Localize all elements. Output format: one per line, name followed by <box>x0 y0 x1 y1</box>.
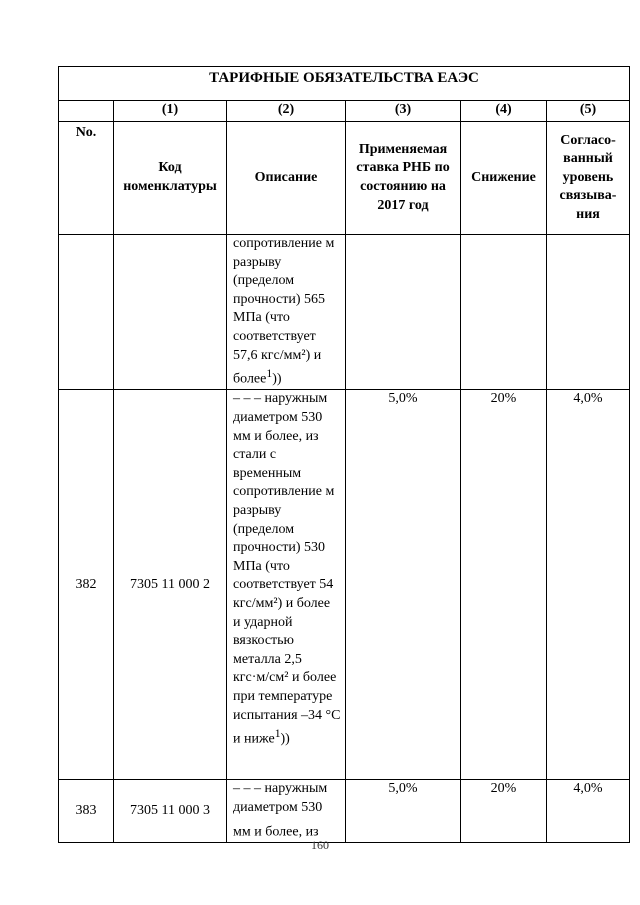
column-number-4: (4) <box>461 101 547 122</box>
row-bound-rate <box>547 235 630 390</box>
row-code: 7305 11 000 3 <box>114 780 227 842</box>
row-reduction: 20% <box>461 390 547 780</box>
column-number-5: (5) <box>547 101 630 122</box>
table-row <box>59 780 630 842</box>
row-no <box>59 235 114 390</box>
row-description <box>227 780 346 842</box>
header-code: Код номенклатуры <box>114 122 227 235</box>
row-bound-rate: 4,0% <box>547 390 630 780</box>
column-number-3: (3) <box>346 101 461 122</box>
header-bound-rate: Согласо-ванный уровень связыва-ния <box>547 122 630 235</box>
row-no: 382 <box>59 390 114 780</box>
row-applied-rate: 5,0% <box>346 780 461 842</box>
row-description <box>227 390 346 780</box>
description-end: )) <box>272 371 282 387</box>
row-bound-rate: 4,0% <box>547 780 630 842</box>
header-reduction: Снижение <box>461 122 547 235</box>
tariff-table <box>58 66 630 843</box>
description-text: сопротивление м разрыву (пределом прочности) 565 МПа (что соответствует 57,6 кгс/мм²) и более <box>233 236 335 387</box>
column-number-1: (1) <box>114 101 227 122</box>
row-code <box>114 235 227 390</box>
column-number-2: (2) <box>227 101 346 122</box>
row-no: 383 <box>59 780 114 842</box>
row-applied-rate <box>346 235 461 390</box>
table-row <box>59 235 630 390</box>
row-applied-rate: 5,0% <box>346 390 461 780</box>
row-code: 7305 11 000 2 <box>114 390 227 780</box>
description-end: )) <box>280 731 290 747</box>
row-reduction <box>461 235 547 390</box>
header-no: No. <box>59 122 114 235</box>
row-reduction: 20% <box>461 780 547 842</box>
header-applied-rate: Применяемая ставка РНБ по состоянию на 2017 год <box>346 122 461 235</box>
footnote-marker: 1 <box>274 727 281 741</box>
header-description: Описание <box>227 122 346 235</box>
table-row <box>59 390 630 780</box>
description-text: – – – наружным диаметром 530 мм и более, из стали с временным сопротивление м разрыву (пределом прочности) 530 МПа (что соответствует 54 кгс/мм²) и более и ударной вязкостью металла 2,5 кгс·м/см² и более при температуре испытания –34 °С и ниже <box>233 391 341 747</box>
row-description <box>227 235 346 390</box>
description-text: – – – наружным диаметром 530 мм и более, из <box>233 781 328 840</box>
page-number: 160 <box>311 838 329 852</box>
footnote-marker: 1 <box>266 367 273 381</box>
table-title: ТАРИФНЫЕ ОБЯЗАТЕЛЬСТВА ЕАЭС <box>59 67 630 101</box>
column-number-blank <box>59 101 114 122</box>
